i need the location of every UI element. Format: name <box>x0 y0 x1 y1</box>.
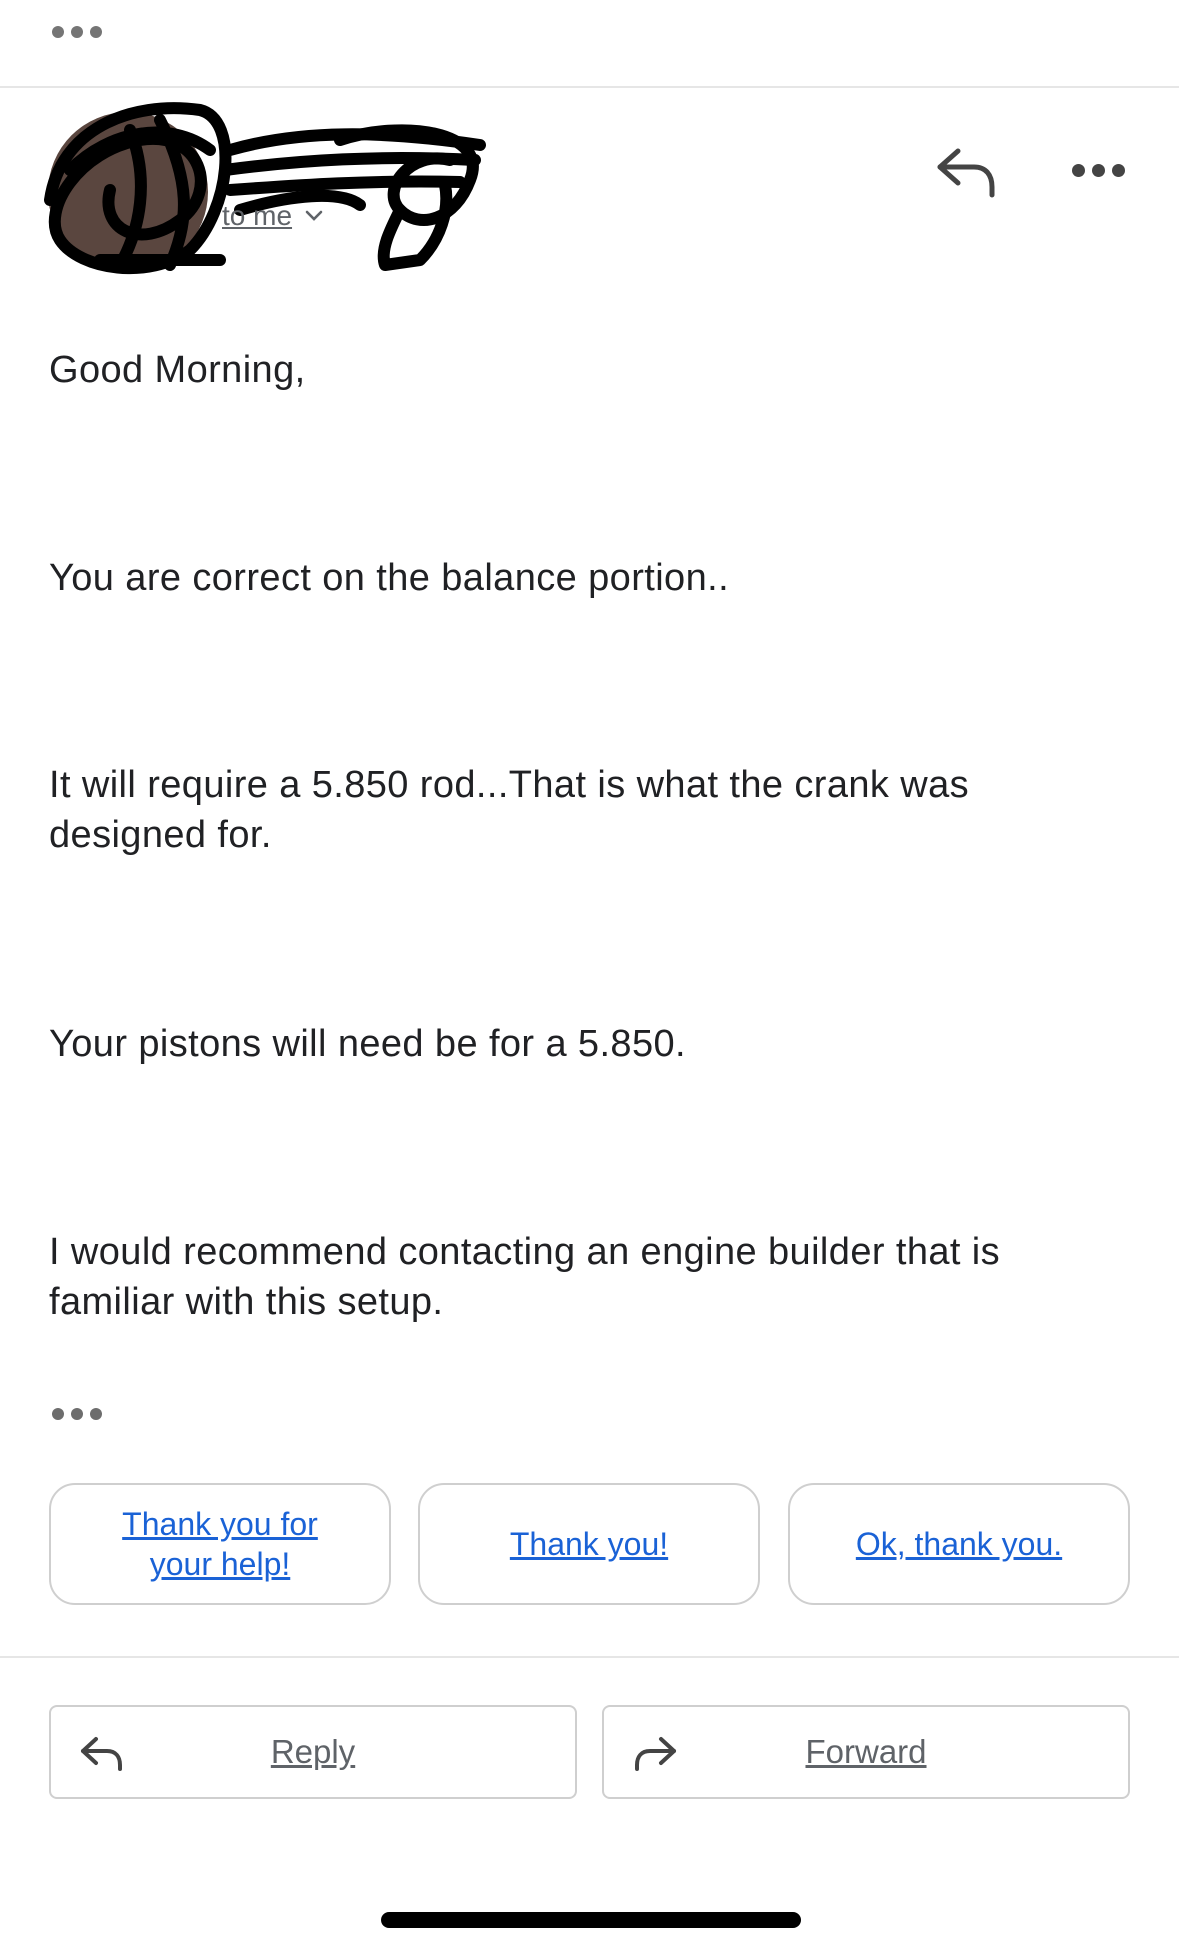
message-paragraph: You are correct on the balance portion.. <box>49 557 730 599</box>
recipient-label: to me <box>222 200 293 231</box>
message-paragraph: I would recommend contacting an engine builder that is familiar with this setup. <box>49 1231 1001 1323</box>
message-paragraph: It will require a 5.850 rod...That is what the crank was designed for. <box>49 764 970 856</box>
chevron-down-icon <box>304 209 324 223</box>
message-paragraph: Good Morning, <box>49 349 306 391</box>
message-paragraph: Your pistons will need be for a 5.850. <box>49 1023 686 1065</box>
message-more-icon[interactable] <box>1072 164 1125 177</box>
smart-reply-chip[interactable]: Thank you for your help! <box>49 1483 391 1605</box>
smart-reply-chip[interactable]: Ok, thank you. <box>788 1483 1130 1605</box>
forward-label: Forward <box>805 1733 927 1770</box>
top-more-icon[interactable] <box>52 26 102 38</box>
reply-button[interactable] <box>49 1705 577 1799</box>
redaction-scribble-icon <box>40 90 510 280</box>
reply-icon[interactable] <box>934 145 998 199</box>
show-trimmed-content-icon[interactable] <box>52 1408 102 1420</box>
home-indicator[interactable] <box>381 1912 801 1928</box>
top-divider <box>0 86 1179 88</box>
actions-divider <box>0 1656 1179 1658</box>
recipient-details-toggle[interactable] <box>222 200 324 232</box>
smart-reply-chip[interactable]: Thank you! <box>418 1483 760 1605</box>
reply-label: Reply <box>270 1733 356 1770</box>
forward-button[interactable] <box>602 1705 1130 1799</box>
